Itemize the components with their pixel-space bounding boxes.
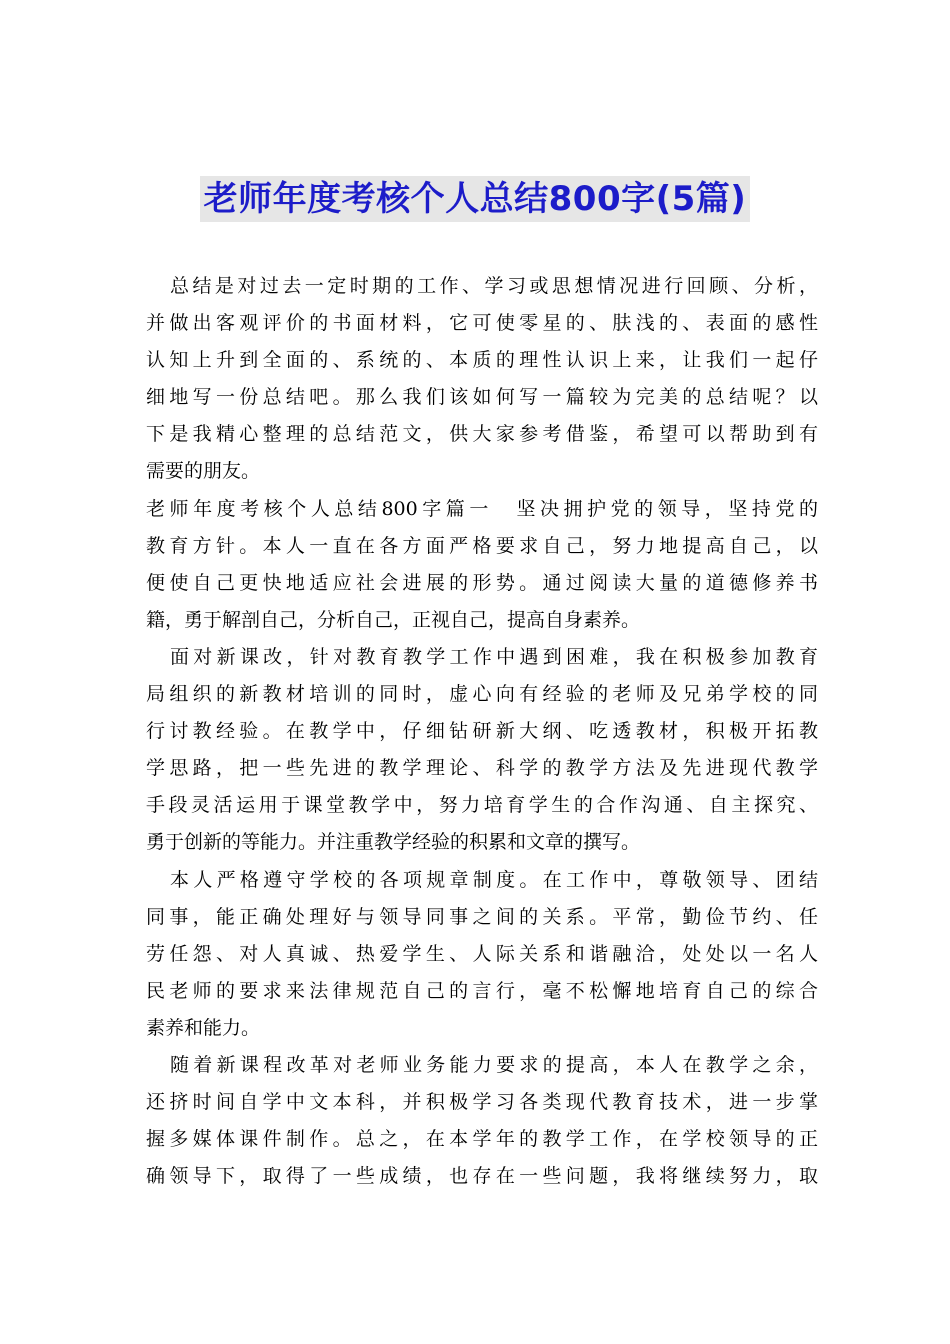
text-line: 握多媒体课件制作。总之，在本学年的教学工作，在学校领导的正	[146, 1128, 818, 1151]
text-line: 同事，能正确处理好与领导同事之间的关系。平常，勤俭节约、任	[146, 905, 818, 928]
title-block	[0, 176, 950, 222]
text-line: 面对新课改，针对教育教学工作中遇到困难，我在积极参加教育	[170, 645, 818, 668]
text-line: 确领导下，取得了一些成绩，也存在一些问题，我将继续努力，取	[146, 1165, 818, 1188]
text-line: 老师年度考核个人总结800字篇一 坚决拥护党的领导，坚持党的	[146, 497, 818, 520]
document-body	[146, 268, 818, 1195]
text-line: 行讨教经验。在教学中，仔细钻研新大纲、吃透教材，积极开拓教	[146, 720, 818, 743]
text-line: 劳任怨、对人真诚、热爱学生、人际关系和谐融洽，处处以一名人	[146, 942, 818, 965]
text-line: 细地写一份总结吧。那么我们该如何写一篇较为完美的总结呢？以	[146, 386, 818, 409]
text-line: 勇于创新的等能力。并注重教学经验的积累和文章的撰写。	[146, 831, 641, 854]
text-line: 需要的朋友。	[146, 460, 261, 483]
text-line: 并做出客观评价的书面材料，它可使零星的、肤浅的、表面的感性	[146, 312, 818, 335]
text-line: 教育方针。本人一直在各方面严格要求自己，努力地提高自己，以	[146, 534, 818, 557]
document-title: 老师年度考核个人总结800字(5篇)	[200, 176, 751, 222]
text-line: 局组织的新教材培训的同时，虚心向有经验的老师及兄弟学校的同	[146, 683, 818, 706]
text-line: 认知上升到全面的、系统的、本质的理性认识上来，让我们一起仔	[146, 349, 818, 372]
text-line: 还挤时间自学中文本科，并积极学习各类现代教育技术，进一步掌	[146, 1091, 818, 1114]
text-line: 随着新课程改革对老师业务能力要求的提高，本人在教学之余，	[170, 1053, 818, 1076]
text-line: 便使自己更快地适应社会进展的形势。通过阅读大量的道德修养书	[146, 571, 818, 594]
text-line: 民老师的要求来法律规范自己的言行，毫不松懈地培育自己的综合	[146, 979, 818, 1002]
text-line: 学思路，把一些先进的教学理论、科学的教学方法及先进现代教学	[146, 757, 818, 780]
text-line: 总结是对过去一定时期的工作、学习或思想情况进行回顾、分析，	[170, 275, 818, 297]
text-line: 本人严格遵守学校的各项规章制度。在工作中，尊敬领导、团结	[170, 868, 818, 891]
text-line: 素养和能力。	[146, 1016, 261, 1039]
text-line: 手段灵活运用于课堂教学中，努力培育学生的合作沟通、自主探究、	[146, 794, 818, 817]
text-line: 籍，勇于解剖自己，分析自己，正视自己，提高自身素养。	[146, 608, 641, 631]
text-line: 下是我精心整理的总结范文，供大家参考借鉴，希望可以帮助到有	[146, 423, 818, 446]
